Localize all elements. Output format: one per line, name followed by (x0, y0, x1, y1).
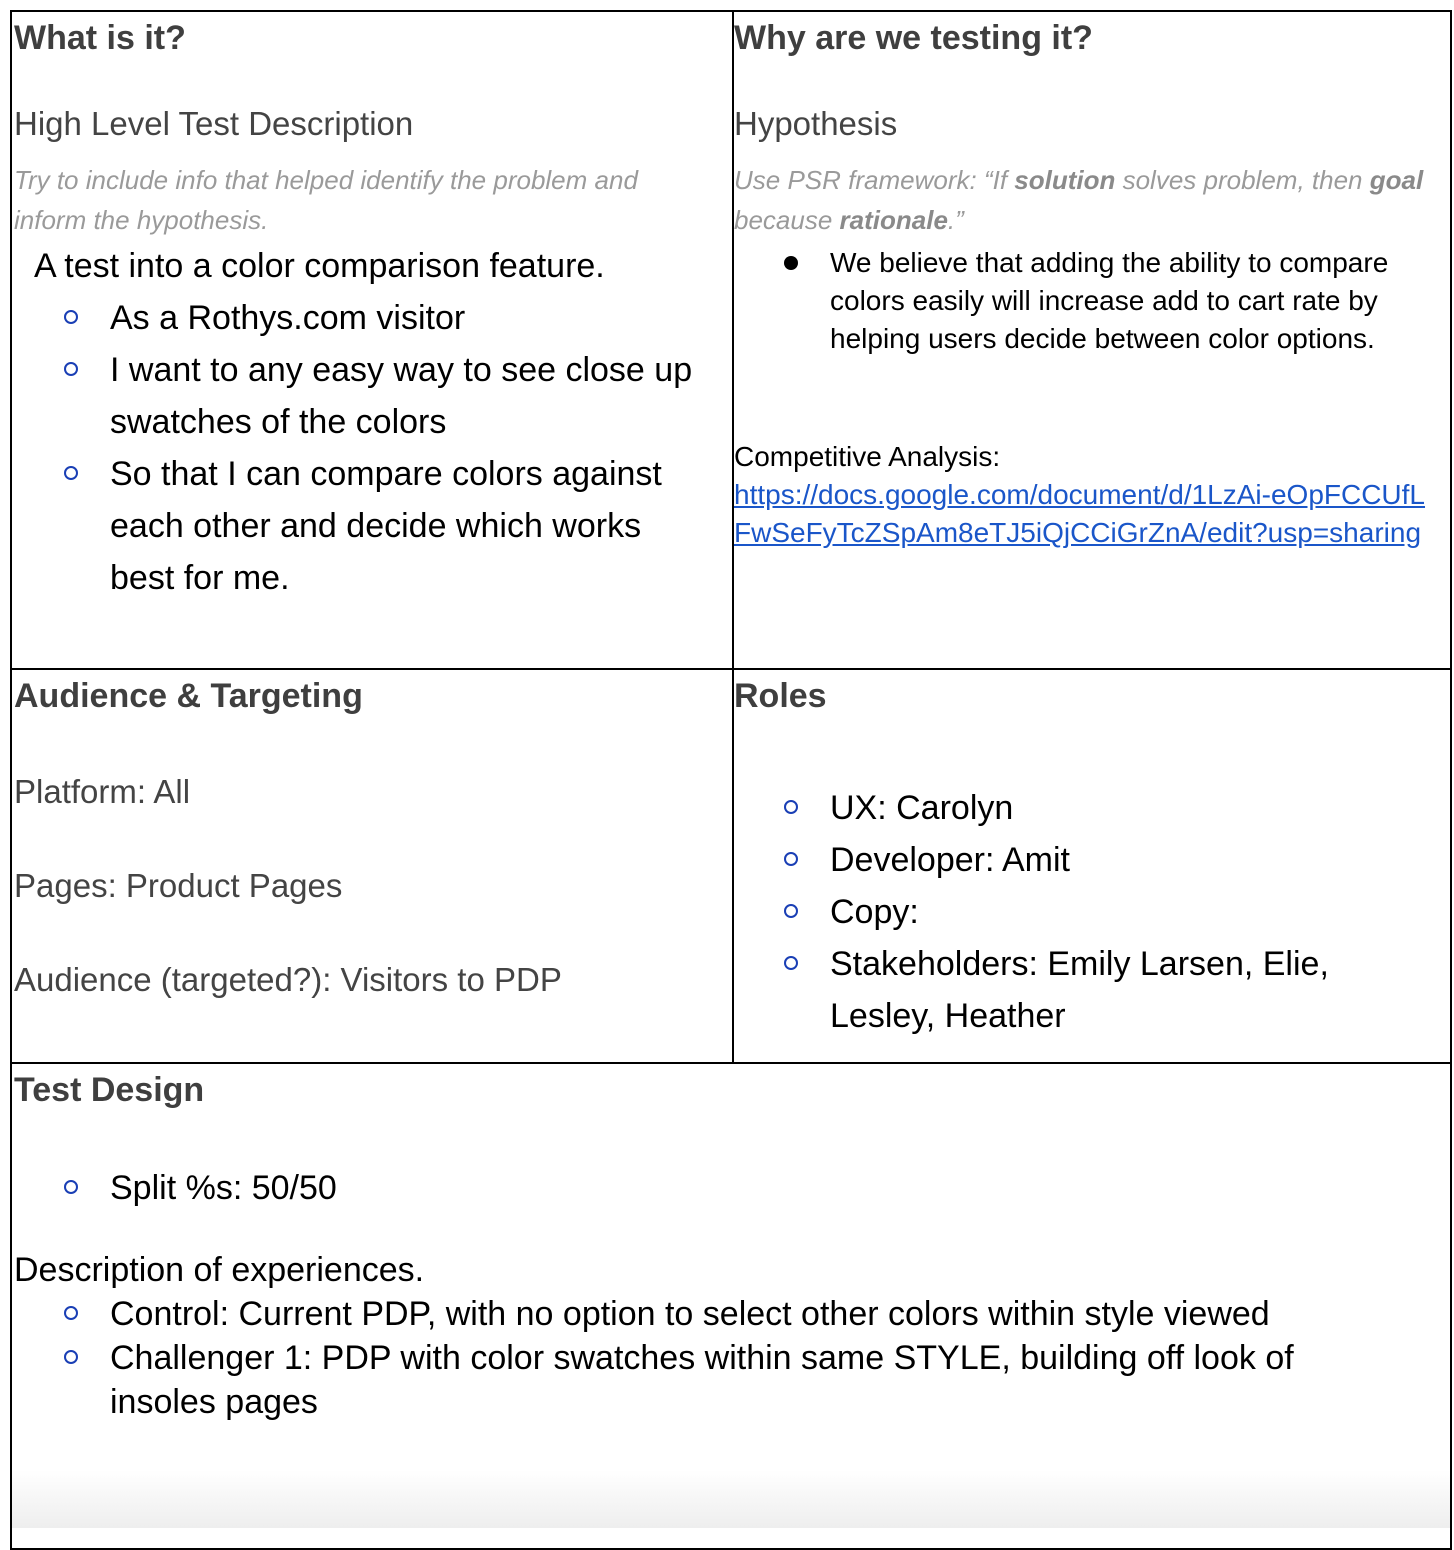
design-heading: Test Design (14, 1071, 205, 1109)
roles-cell (734, 676, 1434, 1042)
disc-bullet-icon (784, 256, 798, 270)
why-subhead: Hypothesis (734, 105, 898, 142)
list-item: I want to any easy way to see close up swatches of the colors (14, 344, 714, 448)
roles-heading: Roles (734, 677, 827, 715)
list-item: So that I can compare colors against each other and decide which works best for me. (14, 448, 714, 604)
list-item: UX: Carolyn (734, 782, 1434, 834)
user-story-list (14, 292, 714, 604)
row-divider-1 (12, 668, 1452, 670)
circle-bullet-icon (64, 466, 78, 480)
circle-bullet-icon (64, 1350, 78, 1364)
test-design-cell (14, 1070, 1424, 1424)
pages-text: Pages: Product Pages (14, 867, 343, 904)
split-list (14, 1162, 1424, 1214)
circle-bullet-icon (784, 904, 798, 918)
circle-bullet-icon (64, 1306, 78, 1320)
list-item: Copy: (734, 886, 1434, 938)
what-intro: A test into a color comparison feature. (34, 247, 605, 285)
what-is-it-cell (14, 18, 714, 604)
what-heading: What is it? (14, 19, 186, 57)
list-item: Control: Current PDP, with no option to select other colors within style viewed (14, 1292, 1424, 1336)
audience-cell (14, 676, 714, 1000)
competitive-analysis-link[interactable]: https://docs.google.com/document/d/1LzAi-eOpFCCUfLFwSeFyTcZSpAm8eTJ5iQjCCiGrZnA/edit?usp=sharing (734, 479, 1426, 548)
page-bottom-fade (12, 1470, 1450, 1528)
circle-bullet-icon (64, 310, 78, 324)
audience-heading: Audience & Targeting (14, 677, 363, 715)
circle-bullet-icon (784, 852, 798, 866)
roles-list (734, 782, 1434, 1042)
what-subhead: High Level Test Description (14, 105, 414, 142)
platform-text: Platform: All (14, 773, 191, 810)
circle-bullet-icon (784, 956, 798, 970)
circle-bullet-icon (64, 362, 78, 376)
why-testing-cell (734, 18, 1434, 552)
what-hint: Try to include info that helped identify the problem and inform the hypothesis. (14, 165, 638, 235)
list-item: Challenger 1: PDP with color swatches within same STYLE, building off look of insoles pages (14, 1336, 1424, 1424)
row-divider-2 (12, 1062, 1452, 1064)
experiences-label: Description of experiences. (14, 1251, 425, 1289)
circle-bullet-icon (64, 1180, 78, 1194)
list-item: Developer: Amit (734, 834, 1434, 886)
why-hint: Use PSR framework: “If solution solves problem, then goal because rationale.” (734, 165, 1424, 235)
list-item: Stakeholders: Emily Larsen, Elie, Lesley, Heather (734, 938, 1434, 1042)
list-item: As a Rothys.com visitor (14, 292, 714, 344)
list-item: We believe that adding the ability to compare colors easily will increase add to cart rate by helping users decide between color options. (734, 244, 1434, 358)
hypothesis-list (734, 244, 1434, 358)
audience-text: Audience (targeted?): Visitors to PDP (14, 961, 562, 998)
why-heading: Why are we testing it? (734, 19, 1093, 57)
competitive-analysis-label: Competitive Analysis: (734, 441, 1001, 472)
circle-bullet-icon (784, 800, 798, 814)
list-item: Split %s: 50/50 (14, 1162, 1424, 1214)
experiences-list (14, 1292, 1424, 1424)
